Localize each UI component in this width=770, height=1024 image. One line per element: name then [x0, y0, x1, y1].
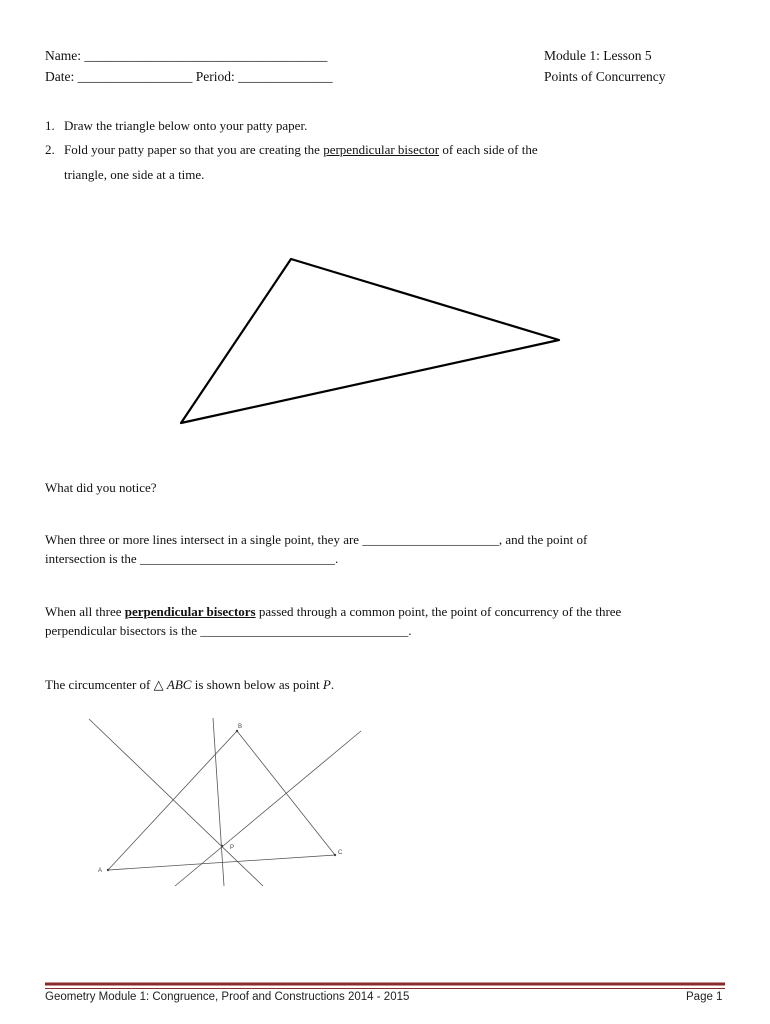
circumcenter-diagram: [89, 718, 361, 886]
name-blank[interactable]: ____________________________________: [84, 48, 328, 63]
concurrent-line-2: [45, 551, 338, 567]
perpendicular-bisectors-term: perpendicular bisectors: [124, 604, 256, 619]
date-label: Date:: [45, 69, 75, 84]
point-c: [334, 854, 336, 856]
lesson-title: Points of Concurrency: [544, 69, 666, 84]
instruction-2-continuation: triangle, one side at a time.: [64, 167, 205, 182]
label-p: P: [230, 845, 235, 851]
label-b: B: [238, 724, 243, 730]
date-blank[interactable]: _________________: [77, 69, 193, 84]
concurrent-text-end: , and the point of: [498, 532, 588, 547]
instruction-text: Fold your patty paper so that you are creating the: [64, 142, 324, 157]
perpendicular-bisector-bc: [89, 719, 263, 886]
notice-question: What did you notice?: [45, 480, 157, 495]
bisector-line-1: [45, 604, 621, 620]
period-mark: .: [330, 677, 335, 692]
label-c: C: [338, 850, 343, 856]
triangle-name: ABC: [166, 677, 192, 692]
point-name: P: [322, 677, 331, 692]
point-of-concurrency-blank[interactable]: ______________________________: [139, 551, 335, 566]
circumcenter-text: The circumcenter of △: [45, 677, 167, 692]
bisector-text: When all three: [45, 604, 125, 619]
bisector-text-end: passed through a common point, the point of concurrency of the three: [255, 604, 622, 619]
label-a: A: [98, 868, 103, 874]
perpendicular-bisector-ab: [175, 731, 361, 886]
period-mark: .: [408, 623, 412, 638]
circumcenter-blank[interactable]: ________________________________: [200, 623, 409, 638]
concurrent-line-1: [45, 532, 587, 548]
perpendicular-bisector-term: perpendicular bisector: [323, 142, 440, 157]
intersection-text: intersection is the: [45, 551, 140, 566]
perpendicular-bisector-ac: [213, 718, 224, 886]
name-label: Name:: [45, 48, 81, 63]
circumcenter-sentence: [45, 677, 334, 693]
circumcenter-text-mid: is shown below as point: [191, 677, 323, 692]
point-a: [107, 869, 109, 871]
instruction-text-end: of each side of the: [439, 142, 538, 157]
point-b: [236, 730, 238, 732]
large-triangle: [181, 259, 559, 423]
instruction-text: Draw the triangle below onto your patty paper.: [64, 118, 308, 133]
footer-course-title: Geometry Module 1: Congruence, Proof and Constructions 2014 - 2015: [45, 991, 410, 1003]
bisectors-is-text: perpendicular bisectors is the: [45, 623, 201, 638]
period-label: Period:: [195, 69, 235, 84]
instruction-number: 2.: [45, 142, 55, 157]
period-mark: .: [334, 551, 339, 566]
period-blank[interactable]: ______________: [238, 69, 333, 84]
module-title: Module 1: Lesson 5: [544, 48, 652, 63]
point-p: [221, 845, 223, 847]
concurrent-text: When three or more lines intersect in a single point, they are: [45, 532, 363, 547]
bisector-line-2: [45, 623, 411, 639]
footer-page-number: Page 1: [686, 991, 723, 1003]
concurrent-blank[interactable]: _____________________: [362, 532, 499, 547]
instruction-number: 1.: [45, 118, 55, 133]
